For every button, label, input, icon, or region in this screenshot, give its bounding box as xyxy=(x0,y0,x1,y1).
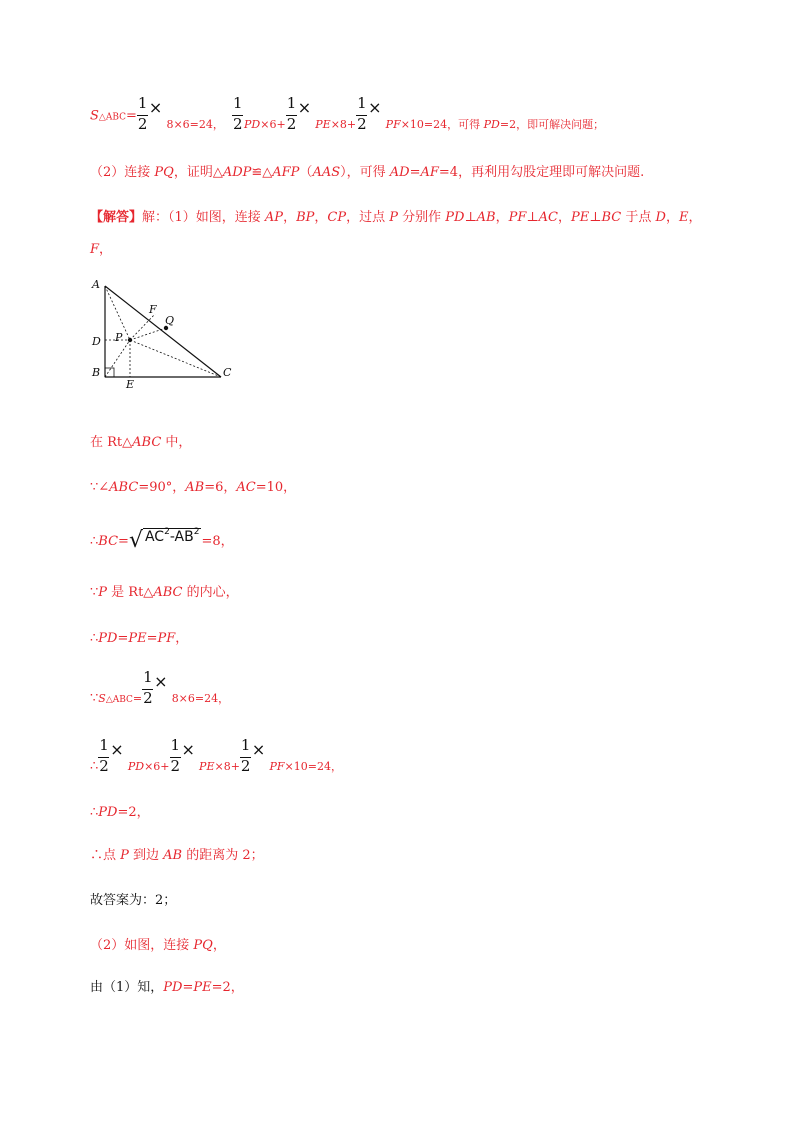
denominator: 2 xyxy=(357,115,367,133)
text-segment: =90°， xyxy=(138,480,186,495)
radicand-ac: AC xyxy=(144,529,165,545)
label-c: C xyxy=(223,366,232,379)
text-segment: ， xyxy=(175,631,189,646)
times-sign: × xyxy=(251,740,266,759)
text-segment: 于点 xyxy=(621,210,656,225)
numerator: 1 xyxy=(357,94,367,112)
text-segment: ∵ xyxy=(90,585,99,600)
text-segment: （ xyxy=(299,165,313,180)
solution-line-12 xyxy=(90,806,150,819)
label-f: F xyxy=(149,303,157,316)
text-segment: 8×6=24， xyxy=(171,691,230,705)
perp-sign: ⊥ xyxy=(526,210,539,225)
label-b: B xyxy=(92,366,101,379)
text-segment: ∴点 xyxy=(90,848,121,863)
var-ad: AD xyxy=(389,165,410,180)
triangle-figure xyxy=(88,276,240,388)
fraction-half xyxy=(240,738,252,778)
text-segment: ×6+ xyxy=(144,759,170,773)
text-segment: =2，即可解决问题； xyxy=(499,117,605,131)
text-segment: = xyxy=(118,534,129,549)
text-segment: =8， xyxy=(201,534,234,549)
text-segment: 分别作 xyxy=(398,210,446,225)
numerator: 1 xyxy=(99,736,109,754)
text-segment: 由（1）知， xyxy=(90,980,164,995)
var-pe: PE xyxy=(199,759,215,773)
text-segment: ∴ xyxy=(90,534,99,549)
label-q: Q xyxy=(165,314,175,327)
var-abc: ABC xyxy=(153,585,183,600)
var-pf: PF xyxy=(508,210,527,225)
times-sign: × xyxy=(110,740,124,759)
solution-line-7 xyxy=(90,527,234,553)
text-segment: ， xyxy=(283,210,297,225)
area-subscript: △ABC xyxy=(105,694,133,705)
var-abc: ABC xyxy=(109,480,139,495)
area-symbol: S xyxy=(90,108,99,124)
text-segment: ∵ xyxy=(90,690,99,706)
text-segment: ×10=24，可得 xyxy=(400,117,484,131)
area-subscript: △ABC xyxy=(98,112,126,123)
text-segment: = xyxy=(409,165,421,180)
var-f: F xyxy=(90,242,100,257)
var-afp: AFP xyxy=(272,165,300,180)
solution-line-13 xyxy=(90,849,264,862)
text-segment: 8×6=24， xyxy=(166,117,224,131)
exponent: 2 xyxy=(164,527,170,537)
solution-line-3 xyxy=(90,211,701,224)
text-segment: ， xyxy=(665,210,679,225)
var-af: AF xyxy=(420,165,439,180)
var-ac: AC xyxy=(538,210,558,225)
var-abc: ABC xyxy=(132,435,162,450)
fraction-half xyxy=(142,670,154,710)
var-pq: PQ xyxy=(154,165,174,180)
segment-bp xyxy=(105,340,130,377)
equals-sign: = xyxy=(126,108,137,124)
text-segment: ，过点 xyxy=(346,210,390,225)
segment-cp xyxy=(130,340,221,377)
times-sign: × xyxy=(181,740,195,759)
text-segment: ， xyxy=(558,210,572,225)
var-pf: PF xyxy=(269,759,285,773)
hint-line-2 xyxy=(90,166,644,179)
var-aas: AAS xyxy=(312,165,341,180)
var-bc: BC xyxy=(98,534,119,549)
text-segment: ×10=24， xyxy=(284,759,342,773)
var-ab: AB xyxy=(185,480,205,495)
times-sign: × xyxy=(154,672,168,691)
denominator: 2 xyxy=(137,115,148,133)
label-p: P xyxy=(115,331,123,344)
solution-line-9 xyxy=(90,632,188,645)
denominator: 2 xyxy=(240,757,251,775)
text-segment: = xyxy=(117,631,129,646)
text-segment: （2）如图，连接 xyxy=(90,938,194,953)
answer-line-14 xyxy=(90,894,176,907)
denominator: 2 xyxy=(233,115,243,133)
text-segment: = xyxy=(146,631,158,646)
text-segment: （2）连接 xyxy=(90,165,155,180)
perp-sign: ⊥ xyxy=(464,210,477,225)
text-segment: 在 Rt△ xyxy=(90,435,133,450)
text-segment: =6， xyxy=(204,480,237,495)
fraction-half xyxy=(286,96,298,136)
denominator: 2 xyxy=(143,689,153,707)
var-d: D xyxy=(655,210,666,225)
text-segment: ×8+ xyxy=(330,117,357,131)
text-segment: 的距离为 2； xyxy=(182,848,264,863)
text-segment: =2， xyxy=(211,980,244,995)
text-segment: ， xyxy=(314,210,328,225)
var-p: P xyxy=(120,848,129,863)
denominator: 2 xyxy=(99,757,109,775)
text-segment: ，证明△ xyxy=(173,165,223,180)
text-segment: ∴ xyxy=(90,805,99,820)
fraction-half xyxy=(232,96,244,136)
var-p: P xyxy=(389,210,398,225)
text-segment: = xyxy=(182,980,194,995)
var-pq: PQ xyxy=(193,938,213,953)
var-pd: PD xyxy=(127,759,145,773)
text-segment: =2， xyxy=(117,805,150,820)
label-d: D xyxy=(92,335,101,348)
solution-tag: 【解答】 xyxy=(90,210,143,225)
exponent: 2 xyxy=(193,527,200,537)
solution-line-15 xyxy=(90,939,226,952)
equals-sign: = xyxy=(132,691,143,705)
solution-line-11 xyxy=(90,738,342,778)
var-bp: BP xyxy=(296,210,315,225)
numerator: 1 xyxy=(143,668,153,686)
var-pd: PD xyxy=(244,117,261,131)
text-segment: =10， xyxy=(255,480,297,495)
var-p: P xyxy=(98,585,108,600)
var-ab: AB xyxy=(163,848,183,863)
radicand-ab: -AB xyxy=(169,529,194,545)
numerator: 1 xyxy=(233,94,243,112)
solution-line-6 xyxy=(90,481,296,494)
text-segment: 是 Rt△ xyxy=(107,585,154,600)
text-segment: ∴ xyxy=(90,758,99,774)
text-segment: ， xyxy=(212,938,226,953)
var-pd: PD xyxy=(98,631,118,646)
solution-line-8 xyxy=(90,586,239,599)
var-pd: PD xyxy=(98,805,118,820)
numerator: 1 xyxy=(286,94,297,112)
answer-text: 故答案为：2； xyxy=(90,893,177,908)
label-a: A xyxy=(92,278,100,291)
var-pe: PE xyxy=(128,631,147,646)
var-pd: PD xyxy=(483,117,500,131)
denominator: 2 xyxy=(286,115,297,133)
var-pf: PF xyxy=(385,117,401,131)
var-ab: AB xyxy=(476,210,496,225)
text-segment: ， xyxy=(495,210,509,225)
text-segment: 中， xyxy=(161,435,192,450)
formula-line-1 xyxy=(90,96,604,136)
fraction-half xyxy=(98,738,110,778)
fraction-half xyxy=(356,96,368,136)
numerator: 1 xyxy=(240,736,251,754)
solution-line-10 xyxy=(90,670,229,710)
radical-sign: √ xyxy=(128,528,143,553)
times-sign: × xyxy=(368,98,382,117)
var-pe: PE xyxy=(315,117,331,131)
text-segment: 解：（1）如图，连接 xyxy=(142,210,265,225)
var-pe: PE xyxy=(571,210,590,225)
numerator: 1 xyxy=(137,94,148,112)
fraction-half xyxy=(137,96,149,136)
solution-line-4 xyxy=(90,243,112,256)
text-segment: ≌△ xyxy=(251,165,273,180)
var-adp: ADP xyxy=(222,165,252,180)
denominator: 2 xyxy=(170,757,181,775)
text-segment: ×6+ xyxy=(260,117,286,131)
text-segment: ∴ xyxy=(90,631,99,646)
fraction-half xyxy=(170,738,182,778)
square-root xyxy=(128,527,202,553)
var-pf: PF xyxy=(157,631,176,646)
point-p xyxy=(128,338,132,342)
text-segment: ），可得 xyxy=(340,165,390,180)
text-segment: ， xyxy=(99,242,113,257)
text-segment: ∵∠ xyxy=(90,480,110,495)
text-segment: ， xyxy=(688,210,702,225)
area-symbol: S xyxy=(98,691,106,705)
var-ap: AP xyxy=(264,210,284,225)
text-segment: =4，再利用勾股定理即可解决问题. xyxy=(438,165,645,180)
times-sign: × xyxy=(297,98,312,117)
numerator: 1 xyxy=(170,736,181,754)
var-cp: CP xyxy=(327,210,347,225)
text-segment: 到边 xyxy=(128,848,164,863)
var-bc: BC xyxy=(601,210,622,225)
perp-sign: ⊥ xyxy=(589,210,602,225)
text-segment: 的内心， xyxy=(182,585,239,600)
text-segment: ×8+ xyxy=(214,759,240,773)
solution-line-5 xyxy=(90,436,191,449)
var-pe: PE xyxy=(193,980,212,995)
times-sign: × xyxy=(148,98,163,117)
var-pd: PD xyxy=(445,210,465,225)
solution-line-16 xyxy=(90,981,244,994)
var-e: E xyxy=(678,210,689,225)
var-ac: AC xyxy=(236,480,256,495)
var-pd: PD xyxy=(163,980,183,995)
label-e: E xyxy=(126,378,135,388)
